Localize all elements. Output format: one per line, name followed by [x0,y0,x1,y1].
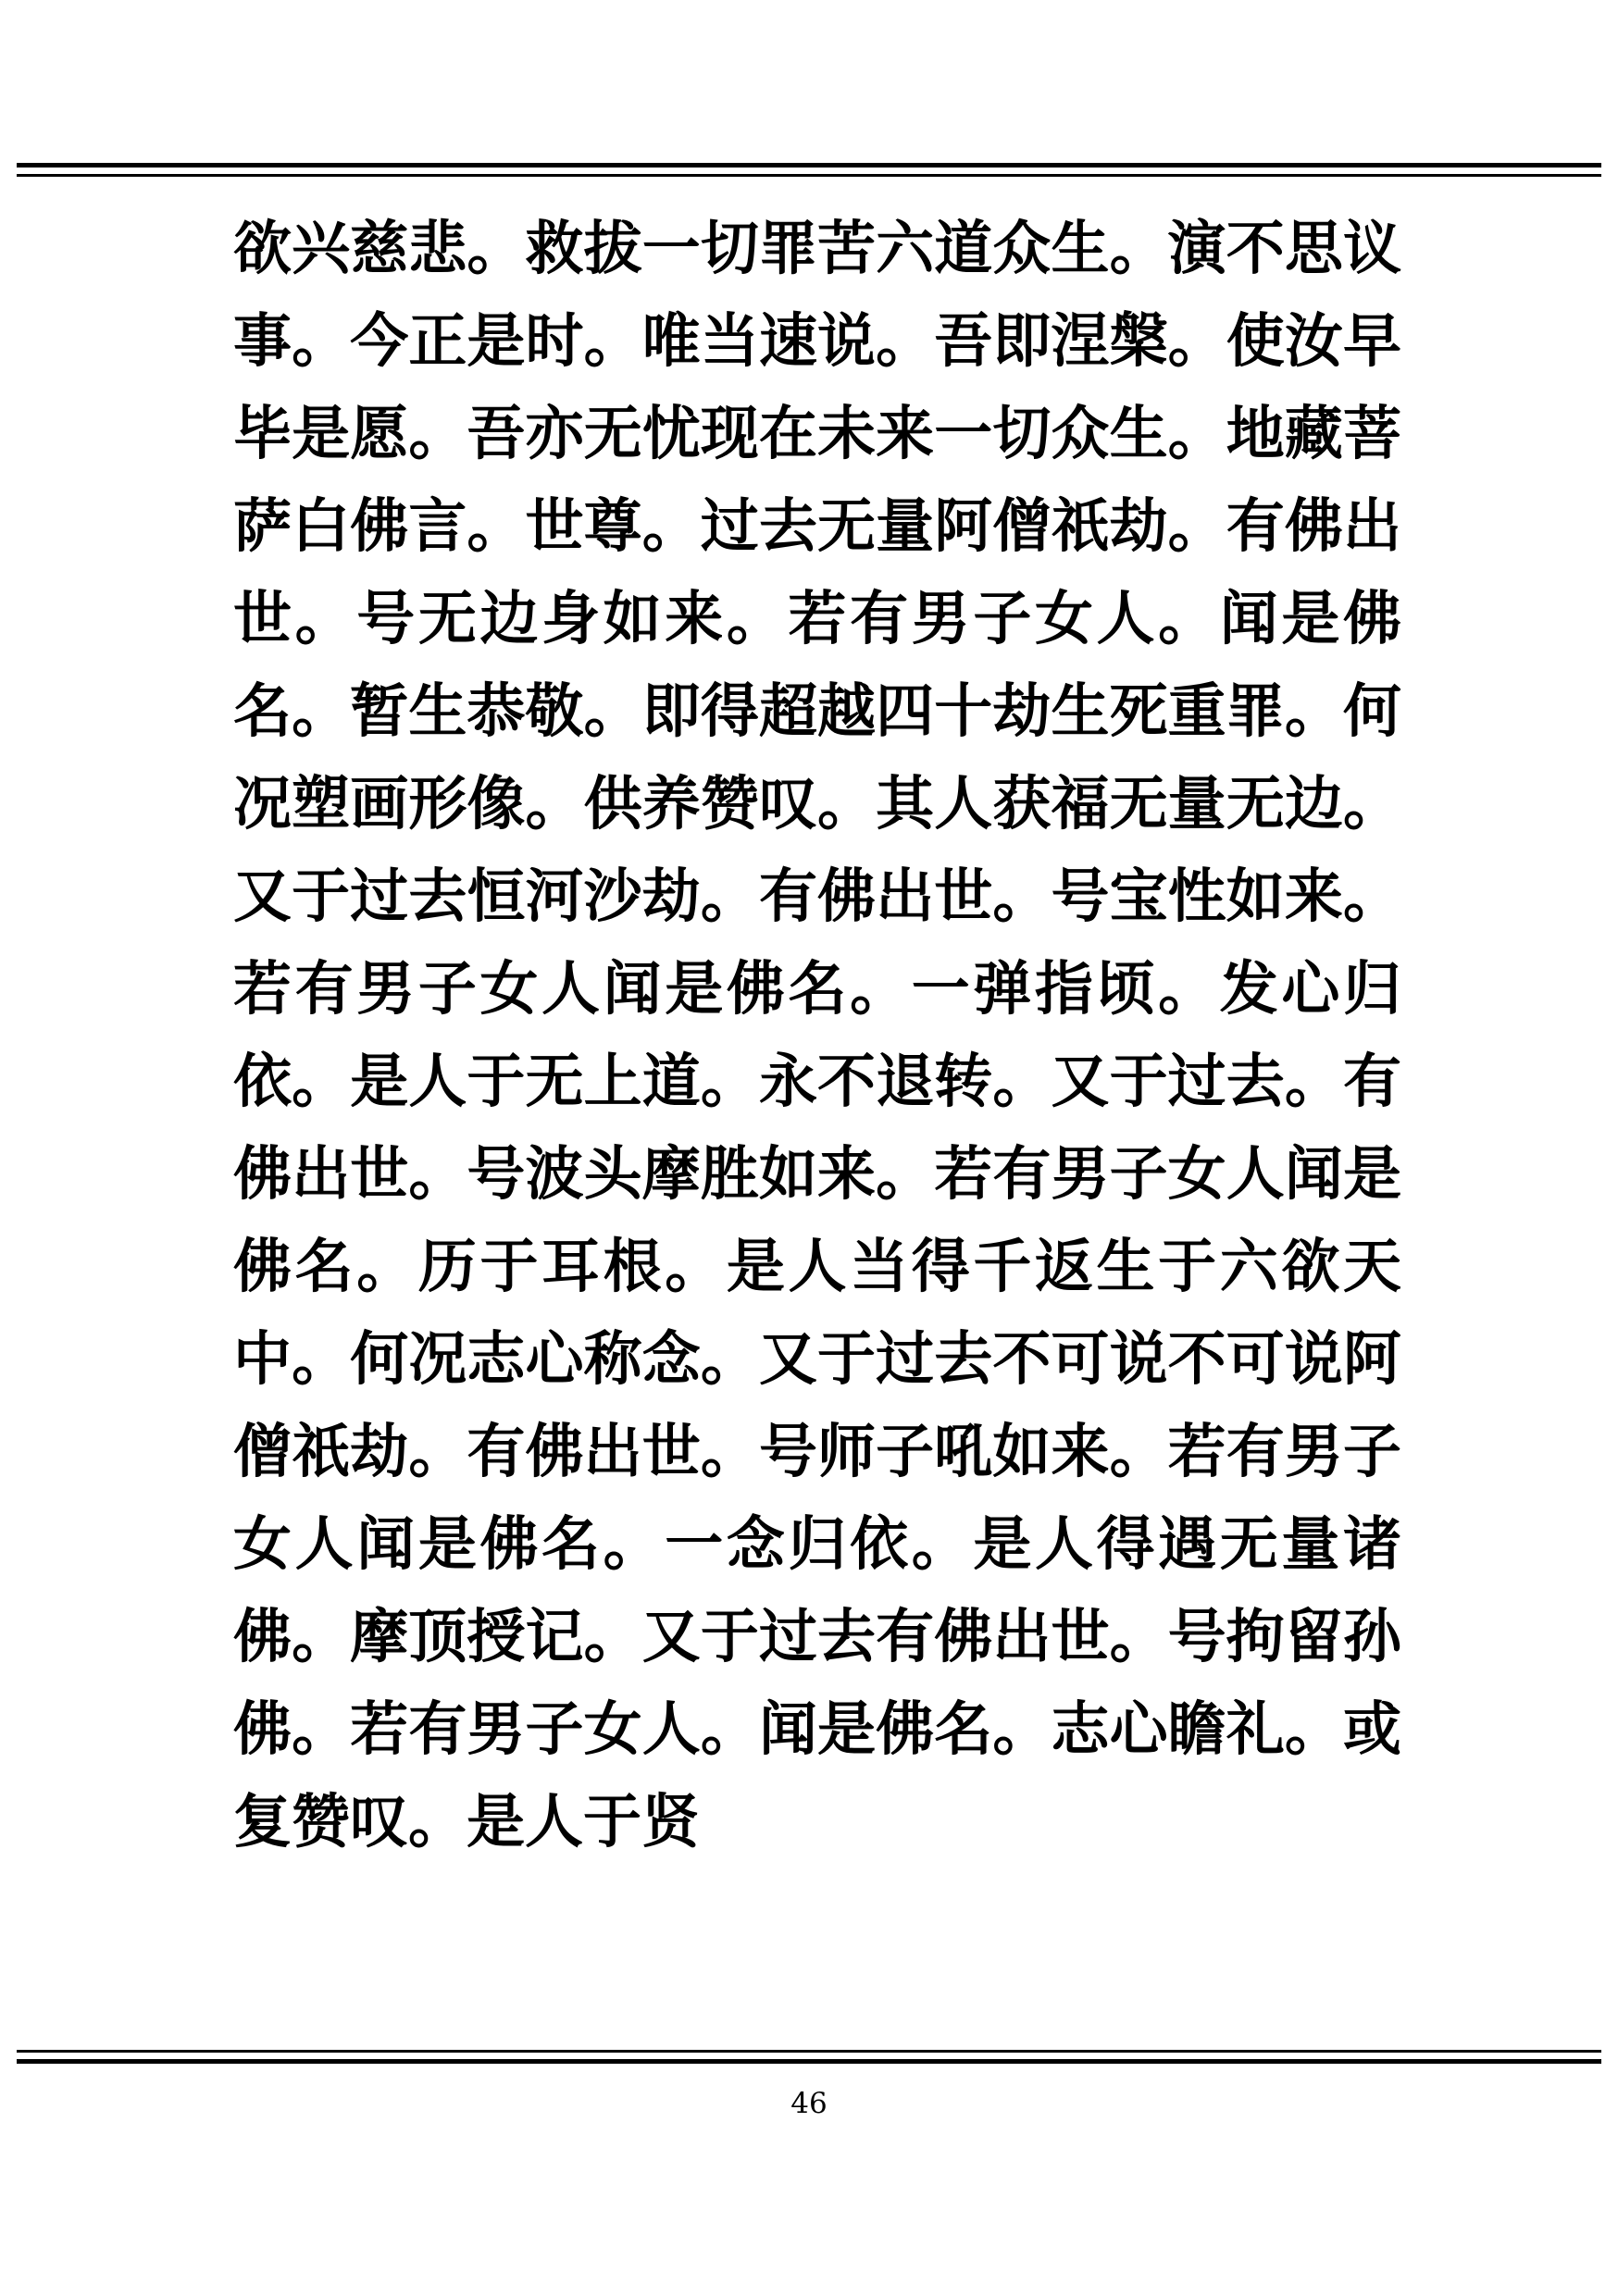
header-divider [17,163,1601,177]
footer-divider [17,2050,1601,2064]
page-number: 46 [790,2087,828,2120]
sutra-body-text: 欲兴慈悲。救拔一切罪苦六道众生。演不思议事。今正是时。唯当速说。吾即涅槃。使汝早毕是愿。吾亦无忧现在未来一切众生。地藏菩萨白佛言。世尊。过去无量阿僧祇劫。有佛出世。号无边身如来。若有男子女人。闻是佛名。暂生恭敬。即得超越四十劫生死重罪。何况塑画形像。供养赞叹。其人获福无量无边。又于过去恒河沙劫。有佛出世。号宝性如来。若有男子女人闻是佛名。一弹指顷。发心归依。是人于无上道。永不退转。又于过去。有佛出世。号波头摩胜如来。若有男子女人闻是佛名。历于耳根。是人当得千返生于六欲天中。何况志心称念。又于过去不可说不可说阿僧祇劫。有佛出世。号师子吼如来。若有男子女人闻是佛名。一念归依。是人得遇无量诸佛。摩顶授记。又于过去有佛出世。号拘留孙佛。若有男子女人。闻是佛名。志心瞻礼。或复赞叹。是人于贤 [233,214,1401,1855]
footer-divider-gap [17,2053,1601,2059]
footer-divider-thick-line [17,2059,1601,2064]
header-divider-thin-line [17,174,1601,177]
header-divider-gap [17,168,1601,174]
